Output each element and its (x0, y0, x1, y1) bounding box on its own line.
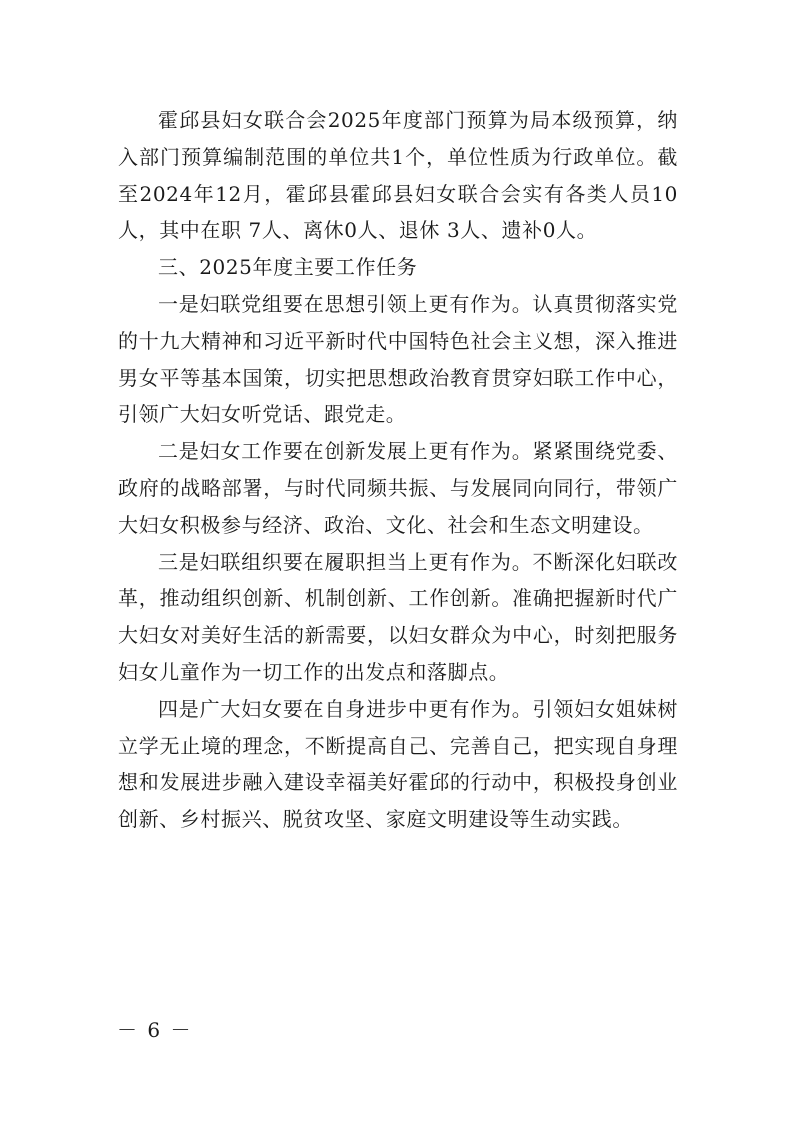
task-paragraph-4: 四是广大妇女要在自身进步中更有作为。引领妇女姐妹树立学无止境的理念，不断提高自己、完善自己，把实现自身理想和发展进步融入建设幸福美好霍邱的行动中，积极投身创业创新、乡村振兴、脱贫攻坚、家庭文明建设等生动实践。 (118, 696, 678, 832)
intro-paragraph: 霍邱县妇女联合会2025年度部门预算为局本级预算，纳入部门预算编制范围的单位共1个，单位性质为行政单位。截至2024年12月，霍邱县霍邱县妇女联合会实有各类人员10人，其中在职 7人、离休0人、退休 3人、遗补0人。 (118, 108, 678, 243)
document-body (118, 102, 678, 838)
section-heading: 三、2025年度主要工作任务 (158, 255, 418, 280)
page-number: － 6 － (117, 1018, 193, 1042)
task-paragraph-3: 三是妇联组织要在履职担当上更有作为。不断深化妇联改革，推动组织创新、机制创新、工作创新。准确把握新时代广大妇女对美好生活的新需要，以妇女群众为中心，时刻把服务妇女儿童作为一切工作的出发点和落脚点。 (118, 549, 678, 684)
task-paragraph-1: 一是妇联党组要在思想引领上更有作为。认真贯彻落实党的十九大精神和习近平新时代中国特色社会主义想，深入推进男女平等基本国策，切实把思想政治教育贯穿妇联工作中心，引领广大妇女听党话、跟党走。 (118, 291, 678, 427)
task-paragraph-2: 二是妇女工作要在创新发展上更有作为。紧紧围绕党委、政府的战略部署，与时代同频共振、与发展同向同行，带领广大妇女积极参与经济、政治、文化、社会和生态文明建设。 (118, 439, 678, 537)
